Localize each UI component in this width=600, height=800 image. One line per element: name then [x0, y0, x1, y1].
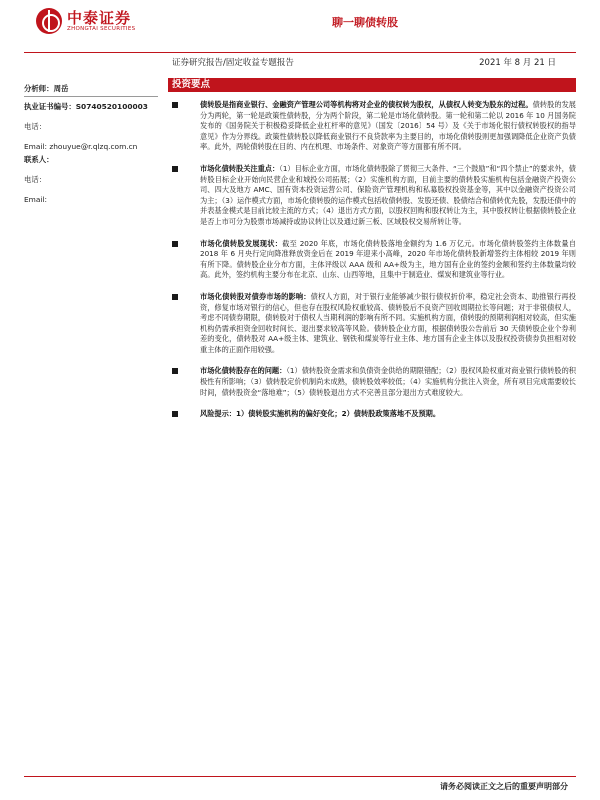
report-date: 2021 年 8 月 21 日: [479, 58, 556, 68]
square-bullet-icon: [172, 166, 178, 172]
square-bullet-icon: [172, 102, 178, 108]
sidebar-divider: [24, 96, 158, 97]
bullet-market-impact: [168, 292, 576, 356]
bullet-current-status: [168, 239, 576, 281]
analyst-email: Email: zhouyue@r.qlzq.com.cn: [24, 142, 138, 151]
document-title: 聊一聊债转股: [332, 16, 398, 29]
square-bullet-icon: [172, 368, 178, 374]
bullet-body: 截至 2020 年底，市场化债转股落地金额约为 1.6 万亿元。市场化债转股签约主体数量自 2018 年 6 月央行定向降准释放资金后在 2019 年迎来小高峰，2020 年市场化债转股新增签约主体相较 2019 年则有所下降。债转股企业分布方面，主体评级以 AAA 级和 AA+级为主，地方国有企业的签约金额和签约主体数量均较高。此外，签约机构主要分布在北京、山东、山西等地，且集中于制造业、煤炭和建筑业等行业。: [200, 238, 576, 280]
investment-highlights: [168, 78, 576, 431]
bullet-lead: 债转股是指商业银行、金融资产管理公司等机构将对企业的债权转为股权，从债权人转变为股东的过程。: [200, 100, 533, 109]
bullet-body: 债权人方面，对于银行业能够减少银行债权折价率，稳定社会资本、助推银行再投资，修复市场对银行的信心，但也存在股权风险权重较高、债转股后不良资产回收周期拉长等问题；对于非银债权人，考虑不同债券期限，债转股对于债权人当期利润的影响有所不同。实施机构方面，债转股的预期利润相对较高，但实施机构仍需承担资金回收时间长、退出要求较高等风险。债转股企业方面，根据债转股公告前后 30 天债转股企业个券利差的变化，债转股对 AA+级主体、建筑业、钢铁和煤炭等行业主体、地方国有企业主体以及股权投资债券负担相对较重主体的正面作用较强。: [200, 291, 576, 354]
header-divider: [24, 52, 576, 53]
bullet-lead: 市场化债转股关注重点：: [200, 163, 280, 173]
square-bullet-icon: [172, 241, 178, 247]
square-bullet-icon: [172, 411, 178, 417]
contact-email: Email:: [24, 195, 47, 204]
logo-name-cn: 中泰证券: [67, 8, 132, 27]
bullet-definition: [168, 100, 576, 153]
disclaimer-note: 请务必阅读正文之后的重要声明部分: [440, 782, 568, 791]
contact-phone: 电话：: [24, 175, 47, 184]
analyst-sidebar: [24, 82, 158, 206]
bullet-problems: [168, 366, 576, 398]
bullet-key-focus: [168, 164, 576, 228]
analyst-name: 分析师：周岳: [24, 84, 69, 93]
bullet-body: （1）债转股资金需求和负债资金供给的期限错配；（2）股权风险权重对商业银行债转股的积极性有所影响；（3）债转股定价机制尚未成熟，债转股效率较低；（4）实施机构分批注入资金，所有项目完成需要较长时间，债转股资金“落地难”；（5）债转股退出方式不完善且部分退出方式难度较大。: [200, 366, 576, 397]
logo-name-en: ZHONGTAI SECURITIES: [67, 25, 136, 32]
bullet-lead: 市场化债转股对债券市场的影响：: [200, 291, 311, 301]
section-header: 投资要点: [168, 78, 576, 92]
bullet-body: （1）目标企业方面，市场化债转股除了贯彻三大条件、“三个鼓励”和“四个禁止”的要求外，债转股目标企业开始向民营企业和城投公司拓展；（2）实施机构方面，目前主要的债转股实施机构包括金融资产投资公司、四大及地方 AMC、国有资本投资运营公司、保险资产管理机构和私募股权投资基金等，其中以金融资产投资公司为主；（3）运作模式方面，市场化债转股的运作模式包括收债转股、发股还债、股债结合和债转优先股，发股还债中的并表基金模式是目前比较主流的方式；（4）退出方式方面，以股权回购和股权转让为主，其中股权转让根据债转股企业是否上市可分为股票市场减持或协议转让以及通过新三板、区域股权交易所转让等。: [200, 163, 576, 226]
bullet-body: 债转股的发展分为两轮，第一轮是政策性债转股，分为两个阶段，第二轮是市场化债转股。第一轮和第二轮以 2016 年 10 月国务院发布的《国务院关于积极稳妥降低企业杠杆率的意见》（国发〔2016〕54 号）及《关于市场化银行债权转股权的指导意见》作为分界线。政策性债转股以降低商业银行不良贷款率为主要目的，市场化债转股则更加强调降低企业资产负债率。此外，两轮债转股在目的、内在机理、市场条件、对象资产等方面都有所不同。: [200, 100, 576, 152]
report-type: 证券研究报告/固定收益专题报告: [172, 58, 294, 68]
analyst-phone: 电话：: [24, 122, 47, 131]
license-number: 执业证书编号：S0740520100003: [24, 102, 148, 111]
contact-person: 联系人：: [24, 155, 54, 164]
bullet-lead: 风险提示：1）债转股实施机构的偏好变化；2）债转股政策落地不及预期。: [200, 409, 441, 419]
bullet-risk-warning: [168, 409, 576, 420]
bullet-lead: 市场化债转股存在的问题：: [200, 366, 287, 376]
bullet-lead: 市场化债转股发展现状：: [200, 238, 283, 248]
footer-divider: [24, 776, 576, 777]
square-bullet-icon: [172, 294, 178, 300]
